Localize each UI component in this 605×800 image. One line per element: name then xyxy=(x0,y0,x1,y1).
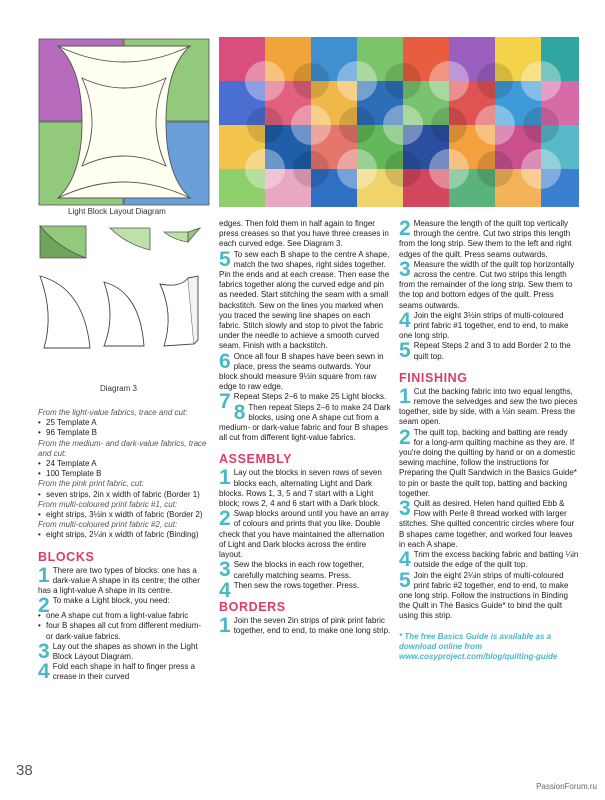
assembly-step-4 xyxy=(219,578,391,602)
step-number: 4 xyxy=(38,660,50,684)
finishing-step-4 xyxy=(399,550,579,570)
basics-guide-note: * The free Basics Guide is available as a download online from www.cosyproject.com/blog/quilting-guide xyxy=(399,631,558,661)
assembly-step-2 xyxy=(219,509,391,560)
blocks-step-2-list xyxy=(38,611,210,642)
finishing-step-3 xyxy=(399,499,579,550)
column-1 xyxy=(38,408,210,683)
step-text: To make a Light block, you need: xyxy=(52,596,170,606)
borders-step-5 xyxy=(399,341,579,361)
step-number: 2 xyxy=(219,507,231,531)
step-text: Swap blocks around until you have an array of colours and prints that you like. Double check that you have maintained the alternation of Light and Dark blocks across the entire layout. xyxy=(219,509,389,560)
blocks-step-4-cont xyxy=(219,219,391,250)
step-text: Then sew the rows together. Press. xyxy=(233,580,360,590)
blocks-step-4 xyxy=(38,662,210,682)
step-number: 2 xyxy=(38,594,50,618)
borders-step-4 xyxy=(399,308,579,342)
cut-list-light xyxy=(38,418,210,438)
step-number: 7 xyxy=(219,390,231,414)
step-text: edges. Then fold them in half again to finger press creases so that you have three creases in each curved edge. See Diagram 3. xyxy=(219,219,389,249)
cut-heading-light: From the light-value fabrics, trace and cut: xyxy=(38,408,188,417)
diagram-caption: Diagram 3 xyxy=(100,384,137,393)
cut-heading-medium-dark: From the medium- and dark-value fabrics, trace and cut: xyxy=(38,438,207,458)
step-number: 5 xyxy=(399,339,411,363)
step-text: To sew each B shape to the centre A shape, match the two shapes, right sides together. Pin the ends and at each crease. Then ease the fabrics together along the curved edge and pin as needed. Start stitching the seam with a small backstitch. Sew on the lines you marked when you traced the sewing line shapes on each fabric. Stitch slowly and stop to pivot the fabric under the needle to achieve a smooth curved seam. Finish with a backstitch. xyxy=(219,249,390,351)
blocks-step-1 xyxy=(38,563,210,597)
step-number: 6 xyxy=(219,349,231,373)
step-text: Trim the excess backing fabric and batting ¼in outside the edge of the quilt top. xyxy=(413,550,579,570)
list-item: • seven strips, 2in x width of fabric (Border 1) xyxy=(38,490,210,500)
list-item: • 24 Template A xyxy=(38,459,210,469)
finishing-step-1 xyxy=(399,384,579,428)
section-title-finishing: FINISHING xyxy=(399,370,468,385)
step-text: There are two types of blocks: one has a dark-value A shape in its centre; the other has a light-value A shape in its centre. xyxy=(38,565,200,596)
step-text: Measure the width of the quilt top horizontally across the centre. Cut two strips this length from the remainder of the long strip. Sew them to the top and bottom edges of the quilt. Press seams outwards. xyxy=(399,259,575,310)
list-item: • eight strips, 2¼in x width of fabric (Binding) xyxy=(38,530,210,540)
cut-heading-pink: From the pink print fabric, cut: xyxy=(38,479,144,489)
outline-shape-2 xyxy=(104,282,144,346)
step-text: Fold each shape in half to finger press a crease in their curved xyxy=(52,662,195,682)
fold-shape-3 xyxy=(110,228,150,250)
step-number: 3 xyxy=(399,257,411,281)
borders-step-2 xyxy=(399,219,579,260)
step-number: 2 xyxy=(399,217,411,240)
light-block-layout-diagram xyxy=(38,38,210,206)
cut-list-medium-dark xyxy=(38,459,210,479)
step-number: 1 xyxy=(38,563,50,587)
step-number: 5 xyxy=(399,568,411,592)
step-text: Measure the length of the quilt top vertically through the centre. Cut two strips this length from the long strip. Sew them to the left and right edges of the quilt. Press seams outwards. xyxy=(399,219,572,259)
cut-list-pink xyxy=(38,490,210,500)
step-number: 4 xyxy=(219,578,231,602)
step-text: Then repeat Steps 2–6 to make 24 Dark blocks, using one A shape cut from a medium- or dark-value fabric and four B shapes all cut from different light-value fabrics. xyxy=(219,402,391,443)
step-text: Repeat Steps 2 and 3 to add Border 2 to the quilt top. xyxy=(413,341,571,361)
borders-step-3 xyxy=(399,257,579,311)
cut-heading-print-2: From multi-coloured print fabric #2, cut: xyxy=(38,520,178,530)
step-text: Repeat Steps 2–6 to make 25 Light blocks. xyxy=(233,392,387,402)
cut-heading-print-1: From multi-coloured print fabric #1, cut: xyxy=(38,499,178,509)
step-text: Join the eight 3½in strips of multi-coloured print fabric #1 together, end to end, to make one long strip. xyxy=(399,310,569,341)
step-text: Join the eight 2¼in strips of multi-coloured print fabric #2 together, end to end, to make one long strip. Follow the instructions in Binding the Quilt in The Basics Guide* to bind the quilt using this strip. xyxy=(399,570,569,621)
list-item: • eight strips, 3½in x width of fabric (Border 2) xyxy=(38,510,210,520)
watermark: PassionForum.ru xyxy=(536,782,597,791)
step-number: 3 xyxy=(38,639,50,663)
list-item: • 25 Template A xyxy=(38,418,210,428)
column-2 xyxy=(219,219,391,636)
blocks-step-8 xyxy=(219,400,391,444)
step-number: 3 xyxy=(219,558,231,582)
finishing-step-2 xyxy=(399,425,579,499)
step-number: 3 xyxy=(399,497,411,521)
step-number: 1 xyxy=(399,384,411,408)
step-text: Lay out the shapes as shown in the Light Block Layout Diagram. xyxy=(52,641,198,662)
step-text: Cut the backing fabric into two equal lengths, remove the selvedges and sew the two pieces together, side by side, with a ½in seam. Press the seam open. xyxy=(399,386,578,427)
inner-curve xyxy=(82,78,166,166)
list-item: • 96 Template B xyxy=(38,428,210,438)
outline-shape-1 xyxy=(40,276,90,348)
cut-list-print-2 xyxy=(38,530,210,540)
column-3 xyxy=(399,219,579,662)
step-number: 1 xyxy=(219,613,231,637)
step-number: 5 xyxy=(219,247,231,271)
assembly-step-3 xyxy=(219,560,391,580)
cut-list-print-1 xyxy=(38,510,210,520)
step-text: Quilt as desired. Helen hand quilted Ebb & Flow with Perle 8 thread worked with larger stitches. She quilted concentric circles where four B shapes came together, and worked four leaves in each A shape. xyxy=(399,499,575,549)
section-title-assembly: ASSEMBLY xyxy=(219,452,293,467)
section-title-blocks: BLOCKS xyxy=(38,549,95,564)
borders-step-1 xyxy=(219,613,391,637)
page-number: 38 xyxy=(16,762,33,779)
step-number: 8 xyxy=(233,400,246,424)
step-text: Lay out the blocks in seven rows of seven blocks each, alternating Light and Dark blocks. Rows 1, 3, 5 and 7 start with a Light block; rows 2, 4 and 6 start with a Dark block. xyxy=(219,468,382,509)
step-text: The quilt top, backing and batting are ready for a long-arm quilting machine as they are. If you're doing the quilting by hand or on a domestic sewing machine, follow the instructions for Preparing the Quilt Sandwich in the Basics Guide* to pin or baste the quilt top, batting and backing together. xyxy=(399,427,577,498)
list-item: • 100 Template B xyxy=(38,469,210,479)
step-number: 1 xyxy=(219,466,231,490)
list-item: • one A shape cut from a light-value fabric xyxy=(38,611,210,621)
layout-caption: Light Block Layout Diagram xyxy=(68,207,166,216)
blocks-step-3 xyxy=(38,639,210,663)
step-number: 4 xyxy=(399,308,411,332)
fold-shape-5 xyxy=(188,228,200,242)
step-text: Sew the blocks in each row together, carefully matching seams. Press. xyxy=(233,560,364,580)
outline-shape-3 xyxy=(160,278,194,346)
blocks-step-5 xyxy=(219,247,391,352)
blocks-step-6 xyxy=(219,349,391,393)
list-item: • four B shapes all cut from different medium- or dark-value fabrics. xyxy=(38,621,210,641)
quilt-photo xyxy=(219,37,579,207)
step-text: Join the seven 2in strips of pink print fabric together, end to end, to make one long strip. xyxy=(233,615,391,636)
fold-shape-4 xyxy=(164,232,188,242)
step-number: 4 xyxy=(399,548,411,572)
assembly-step-1 xyxy=(219,468,391,509)
step-text: Once all four B shapes have been sewn in place, press the seams outwards. Your block should measure 9½in square from raw edge to raw edge. xyxy=(219,351,384,392)
diagram-3 xyxy=(38,218,210,378)
step-number: 2 xyxy=(399,425,411,449)
finishing-step-5 xyxy=(399,568,579,622)
section-title-borders: BORDERS xyxy=(219,599,286,614)
